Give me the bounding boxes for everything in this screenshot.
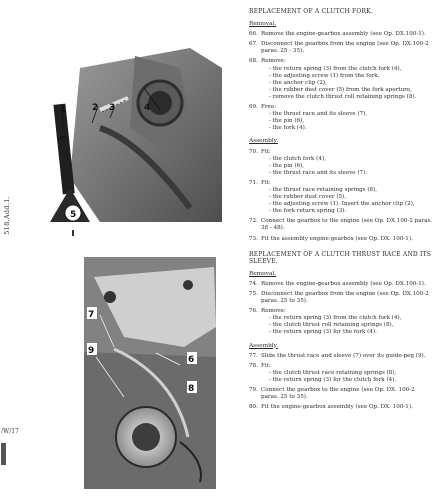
step-text: Connect the gearbox to the engine (see Op. DX.100-2 paras. 38 - 48). bbox=[261, 218, 433, 232]
step-number: 69. bbox=[249, 104, 258, 111]
step-number: 75. bbox=[249, 291, 258, 297]
operation-step bbox=[249, 404, 433, 411]
step-number: 77. bbox=[249, 352, 258, 359]
step-text: Remove the engine-gearbox assembly (see Op. DX.100-1). bbox=[261, 31, 426, 38]
step-text: Connect the gearbox to the engine (see Op. DX. 100-2 paras. 25 to 35). bbox=[261, 387, 415, 401]
step-number: 70. bbox=[249, 148, 258, 155]
callout-1: 1 bbox=[60, 105, 67, 115]
step-body bbox=[261, 218, 433, 232]
step-number: 67. bbox=[249, 41, 258, 48]
step-body bbox=[261, 149, 433, 177]
operation-step bbox=[249, 218, 433, 232]
step-bullet: - the rubber dust cover (5), bbox=[261, 194, 433, 201]
step-bullet: - the fork (4). bbox=[261, 125, 433, 132]
step-bullet: - the return spring (3) from the clutch fork (4), bbox=[261, 315, 433, 322]
section1-title: REPLACEMENT OF A CLUTCH FORK. bbox=[249, 8, 373, 15]
step-body bbox=[261, 404, 433, 411]
step-bullets bbox=[261, 315, 433, 336]
thrust-race-photo bbox=[84, 257, 216, 489]
step-body bbox=[261, 41, 433, 55]
section2-removal-heading: Removal. bbox=[249, 270, 277, 277]
registration-tick bbox=[72, 230, 74, 236]
operation-step bbox=[249, 41, 433, 55]
step-bullet: - the adjusting screw (1). Insert the anchor clip (2), bbox=[261, 201, 433, 208]
step-bullet: - the fork return spring (3). bbox=[261, 208, 433, 215]
step-number: 79. bbox=[249, 387, 258, 394]
section2-assembly-heading: Assembly. bbox=[249, 342, 278, 349]
instructions-column bbox=[249, 0, 433, 411]
operation-step bbox=[249, 353, 433, 360]
callout-4: 4 bbox=[144, 103, 151, 113]
operation-step bbox=[249, 291, 433, 305]
step-text: Disconnect the gearbox from the engine (see Op. DX.100-2 paras. 25 to 35). bbox=[261, 291, 429, 305]
operation-step bbox=[249, 308, 433, 336]
step-number: 76. bbox=[249, 308, 258, 315]
step-body bbox=[261, 236, 433, 243]
callout-2: 2 bbox=[92, 103, 99, 113]
step-text: Fit: bbox=[261, 148, 271, 155]
step-bullet: - the thrust race and its sleeve (7), bbox=[261, 111, 433, 118]
callout-7: 7 bbox=[88, 310, 95, 320]
section2-title: REPLACEMENT OF A CLUTCH THRUST RACE AND ITS SLEEVE. bbox=[249, 250, 432, 265]
step-bullet: - the clutch thrust race retaining springs (8), bbox=[261, 370, 433, 377]
step-number: 80. bbox=[249, 404, 258, 411]
step-number: 66. bbox=[249, 31, 258, 38]
section1-removal-heading: Removal. bbox=[249, 21, 277, 28]
page-reference: /W/17 bbox=[1, 428, 19, 435]
operation-step bbox=[249, 387, 433, 401]
step-text: Free: bbox=[261, 104, 277, 111]
step-bullet: - the thrust race and its sleeve (7). bbox=[261, 170, 433, 177]
step-text: Fit: bbox=[261, 362, 271, 369]
callout-3: 3 bbox=[109, 103, 116, 113]
callout-9: 9 bbox=[88, 346, 95, 356]
step-body bbox=[261, 31, 433, 38]
step-body bbox=[261, 291, 433, 305]
margin-code: 518.Add.1. bbox=[3, 196, 11, 235]
operation-step bbox=[249, 104, 433, 132]
step-bullets bbox=[261, 66, 433, 101]
step-body bbox=[261, 363, 433, 384]
step-bullet: - remove the clutch thrust roll retaining springs (8). bbox=[261, 94, 433, 101]
operation-step bbox=[249, 31, 433, 38]
step-bullet: - the adjusting screw (1) from the fork, bbox=[261, 73, 433, 80]
step-bullet: - the pin (6), bbox=[261, 163, 433, 170]
step-body bbox=[261, 281, 433, 288]
operation-step bbox=[249, 180, 433, 215]
section2-assembly-ops bbox=[249, 353, 433, 412]
step-text: Fit: bbox=[261, 179, 271, 186]
step-body bbox=[261, 387, 433, 401]
section1-assembly-heading: Assembly. bbox=[249, 138, 278, 145]
step-bullet: - the anchor clip (2), bbox=[261, 80, 433, 87]
step-number: 74. bbox=[249, 280, 258, 287]
step-bullet: - the clutch thrust roll retaining springs (8), bbox=[261, 322, 433, 329]
section1-assembly-ops bbox=[249, 149, 433, 243]
callout-5: 5 bbox=[70, 210, 77, 220]
clutch-fork-photo bbox=[40, 8, 222, 222]
callout-8: 8 bbox=[188, 384, 195, 394]
step-bullet: - the rubber dust cover (5) from the fork aperture, bbox=[261, 87, 433, 94]
step-body bbox=[261, 58, 433, 101]
step-bullet: - the thrust race retaining springs (8), bbox=[261, 187, 433, 194]
step-bullet: - the pin (6), bbox=[261, 118, 433, 125]
step-text: Slide the thrust race and sleeve (7) over its guide-peg (9). bbox=[261, 352, 426, 359]
callout-6: 6 bbox=[188, 355, 195, 365]
step-bullet: - the return spring (3) for the fork (4). bbox=[261, 329, 433, 336]
operation-step bbox=[249, 58, 433, 101]
step-bullets bbox=[261, 370, 433, 384]
section2-removal-ops bbox=[249, 281, 433, 337]
operation-step bbox=[249, 363, 433, 384]
step-bullet: - the clutch fork (4), bbox=[261, 156, 433, 163]
step-body bbox=[261, 180, 433, 215]
step-text: Fit the assembly engine-gearbox (see Op. DX. 100-1). bbox=[261, 235, 413, 242]
step-number: 72. bbox=[249, 218, 258, 225]
step-text: Remove the engine-gearbox assembly (see Op. DX.100-1). bbox=[261, 280, 426, 287]
step-bullets bbox=[261, 156, 433, 177]
operation-step bbox=[249, 281, 433, 288]
step-text: Disconnect the gearbox from the engine (see Op. DX.100-2 paras. 25 - 35). bbox=[261, 41, 429, 55]
step-text: Remove: bbox=[261, 58, 286, 65]
section1-removal-ops bbox=[249, 31, 433, 132]
operation-step bbox=[249, 149, 433, 177]
step-body bbox=[261, 104, 433, 132]
step-body bbox=[261, 308, 433, 336]
step-number: 73. bbox=[249, 235, 258, 242]
step-bullet: - the return spring (3) from the clutch fork (4), bbox=[261, 66, 433, 73]
step-body bbox=[261, 353, 433, 360]
step-number: 78. bbox=[249, 362, 258, 369]
step-bullets bbox=[261, 111, 433, 132]
binding-edge-mark bbox=[1, 443, 6, 465]
operation-step bbox=[249, 236, 433, 243]
step-text: Fit the engine-gearbox assembly (see Op. DX. 100-1). bbox=[261, 404, 413, 411]
step-bullet: - the return spring (3) for the clutch fork (4). bbox=[261, 377, 433, 384]
step-bullets bbox=[261, 187, 433, 215]
step-text: Remove: bbox=[261, 308, 286, 315]
step-number: 71. bbox=[249, 179, 258, 186]
step-number: 68. bbox=[249, 58, 258, 65]
